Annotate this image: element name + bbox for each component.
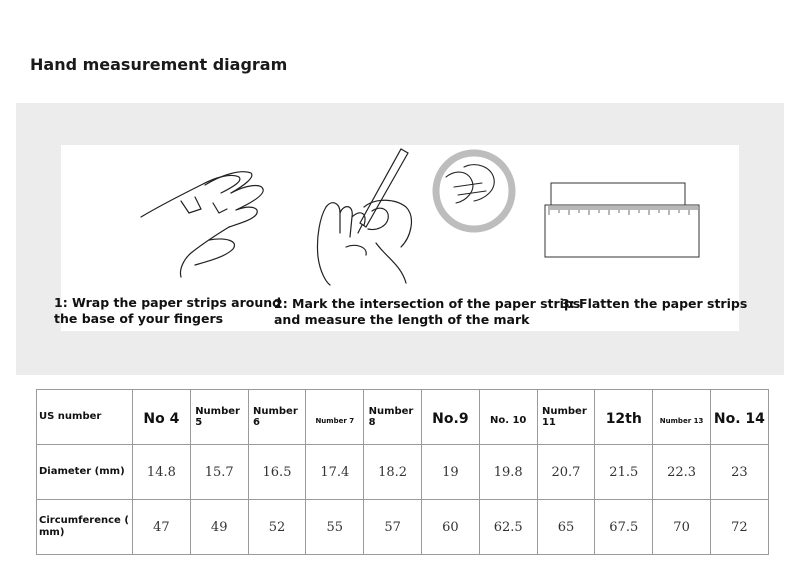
size-label: No. 14	[713, 410, 765, 427]
circumference-value: 67.5	[595, 500, 653, 555]
instructions-panel	[16, 103, 784, 375]
circumference-value: 47	[133, 500, 191, 555]
size-header	[710, 390, 768, 445]
size-header	[421, 390, 479, 445]
size-header	[190, 390, 248, 445]
size-header	[364, 390, 422, 445]
size-label: Number 11	[541, 405, 587, 428]
diameter-value: 14.8	[133, 445, 191, 500]
size-header	[306, 390, 364, 445]
diameter-value: 23	[710, 445, 768, 500]
instructions-card	[54, 145, 748, 331]
size-label: Number 5	[195, 405, 240, 428]
diameter-value: 18.2	[364, 445, 422, 500]
diameter-value: 19.8	[479, 445, 537, 500]
circumference-value: 72	[710, 500, 768, 555]
diameter-value: 20.7	[537, 445, 595, 500]
circumference-value: 55	[306, 500, 364, 555]
circumference-value: 52	[248, 500, 306, 555]
size-header	[653, 390, 711, 445]
size-label: No. 10	[489, 414, 527, 426]
circumference-value: 60	[421, 500, 479, 555]
us-number-row	[37, 390, 769, 445]
step-1-caption: 1: Wrap the paper strips around the base of your fingers	[54, 295, 282, 326]
page-title: Hand measurement diagram	[30, 55, 288, 74]
size-header	[479, 390, 537, 445]
size-header	[595, 390, 653, 445]
step-2-caption: 2: Mark the intersection of the paper strips and measure the length of the mark	[274, 296, 581, 327]
step-3-caption: 3: Flatten the paper strips	[561, 296, 748, 311]
circumference-value: 57	[364, 500, 422, 555]
size-header	[133, 390, 191, 445]
size-label: No 4	[143, 410, 180, 427]
size-label: Number 7	[315, 416, 355, 425]
size-label: Number 6	[252, 405, 298, 428]
circumference-label: Circumference ( mm)	[37, 500, 133, 555]
diameter-value: 21.5	[595, 445, 653, 500]
size-label: No.9	[432, 410, 469, 427]
size-header	[248, 390, 306, 445]
size-header	[537, 390, 595, 445]
diameter-row	[37, 445, 769, 500]
circumference-value: 62.5	[479, 500, 537, 555]
diameter-value: 17.4	[306, 445, 364, 500]
circumference-value: 49	[190, 500, 248, 555]
hand-wrap-illustration	[121, 165, 271, 285]
ruler-illustration	[543, 179, 703, 261]
circumference-value: 65	[537, 500, 595, 555]
circumference-row	[37, 500, 769, 555]
size-label: Number 13	[659, 416, 704, 425]
diameter-value: 22.3	[653, 445, 711, 500]
size-label: 12th	[605, 410, 642, 427]
diameter-value: 16.5	[248, 445, 306, 500]
size-table	[36, 389, 769, 555]
size-label: Number 8	[368, 405, 414, 428]
diameter-value: 15.7	[190, 445, 248, 500]
diameter-value: 19	[421, 445, 479, 500]
us-number-label: US number	[37, 390, 133, 445]
diameter-label: Diameter (mm)	[37, 445, 133, 500]
hand-mark-illustration	[306, 147, 516, 287]
circumference-value: 70	[653, 500, 711, 555]
